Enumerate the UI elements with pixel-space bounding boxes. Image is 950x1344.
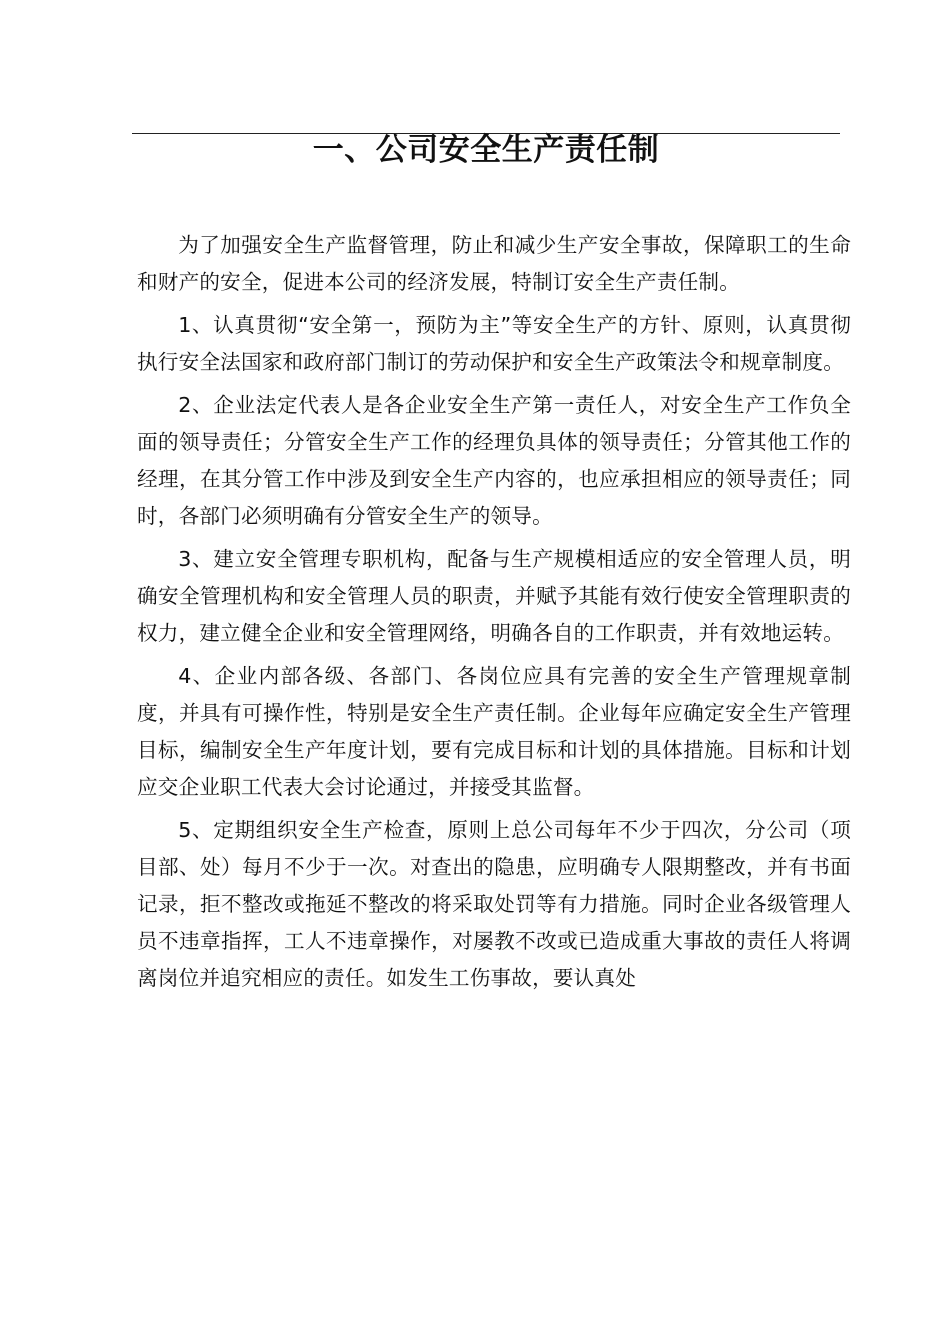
paragraph-4: 4、企业内部各级、各部门、各岗位应具有完善的安全生产管理规章制度，并具有可操作性，特别是安全生产责任制。企业每年应确定安全生产管理目标，编制安全生产年度计划，要有完成目标和计划的具体措施。目标和计划应交企业职工代表大会讨论通过，并接受其监督。 [137,664,851,799]
paragraph-3: 3、建立安全管理专职机构，配备与生产规模相适应的安全管理人员，明确安全管理机构和安全管理人员的职责，并赋予其能有效行使安全管理职责的权力，建立健全企业和安全管理网络，明确各自的工作职责，并有效地运转。 [137,547,851,645]
paragraph-1: 1、认真贯彻“安全第一，预防为主”等安全生产的方针、原则，认真贯彻执行安全法国家和政府部门制订的劳动保护和安全生产政策法令和规章制度。 [137,313,851,374]
paragraph-2: 2、企业法定代表人是各企业安全生产第一责任人，对安全生产工作负全面的领导责任；分管安全生产工作的经理负具体的领导责任；分管其他工作的经理，在其分管工作中涉及到安全生产内容的，也应承担相应的领导责任；同时，各部门必须明确有分管安全生产的领导。 [137,393,851,528]
body-text [137,227,851,1003]
paragraph-5: 5、定期组织安全生产检查，原则上总公司每年不少于四次，分公司（项目部、处）每月不少于一次。对查出的隐患，应明确专人限期整改，并有书面记录，拒不整改或拖延不整改的将采取处罚等有力措施。同时企业各级管理人员不违章指挥，工人不违章操作，对屡教不改或已造成重大事故的责任人将调离岗位并追究相应的责任。如发生工伤事故，要认真处 [137,818,851,990]
paragraph-intro: 为了加强安全生产监督管理，防止和减少生产安全事故，保障职工的生命和财产的安全，促进本公司的经济发展，特制订安全生产责任制。 [137,233,851,294]
page-title: 一、公司安全生产责任制 [312,132,660,168]
